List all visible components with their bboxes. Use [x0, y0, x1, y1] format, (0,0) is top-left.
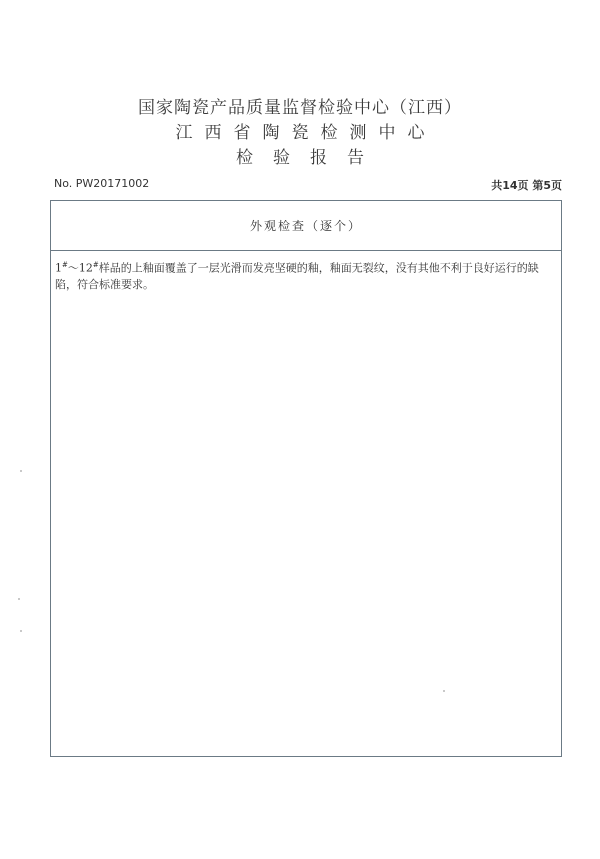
sample-end-mark: #: [92, 261, 99, 269]
report-title-org: 江西省陶瓷检测中心: [175, 123, 437, 143]
range-separator: ～: [67, 261, 79, 275]
inspection-table: [50, 200, 562, 757]
report-number: No. PW20171002: [54, 177, 150, 190]
scan-speck: [20, 470, 22, 472]
scan-speck: [443, 690, 445, 692]
result-description: 样品的上釉面覆盖了一层光滑而发亮坚硬的釉，釉面无裂纹，没有其他不利于良好运行的缺陷，符合标准要求。: [55, 261, 539, 291]
scan-speck: [20, 630, 22, 632]
sample-start-mark: #: [62, 261, 68, 269]
scan-speck: [18, 598, 20, 600]
section-title: 外观检查（逐个）: [51, 201, 561, 251]
page-indicator: 共14页 第5页: [491, 179, 562, 192]
sample-start-number: 1: [55, 261, 62, 275]
inspection-result-text: [55, 257, 555, 293]
report-title-type: 检验报告: [236, 148, 384, 168]
report-title-center: 国家陶瓷产品质量监督检验中心（江西）: [138, 98, 462, 118]
sample-end-number: 12: [78, 261, 93, 275]
